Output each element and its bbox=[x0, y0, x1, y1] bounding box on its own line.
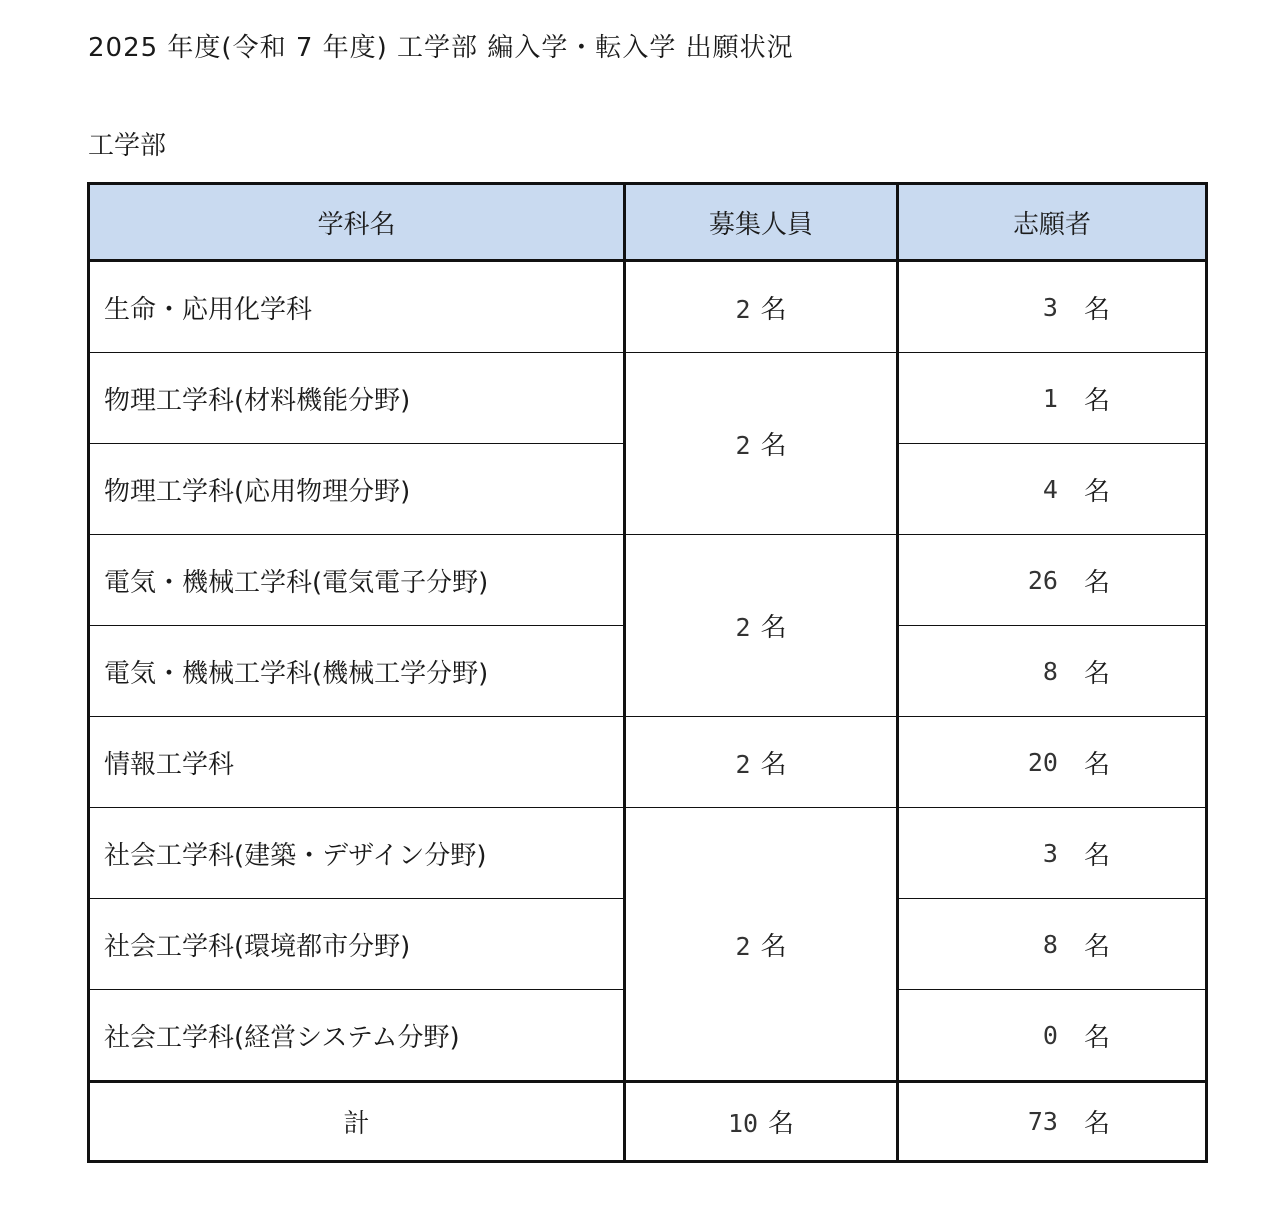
department-name: 社会工学科(環境都市分野) bbox=[89, 899, 625, 990]
applicants-unit: 名 bbox=[1083, 294, 1110, 325]
quota-unit: 名 bbox=[768, 1109, 795, 1139]
applicants-cell bbox=[898, 261, 1207, 353]
table-row bbox=[89, 353, 1207, 444]
applicants-value: 8 bbox=[1042, 656, 1058, 686]
quota-cell bbox=[625, 535, 898, 717]
applicants-cell bbox=[898, 626, 1207, 717]
applicants-value: 3 bbox=[1042, 292, 1058, 322]
table-row bbox=[89, 261, 1207, 353]
total-applicants-value: 73 bbox=[1027, 1107, 1058, 1136]
total-quota-value: 10 bbox=[727, 1109, 759, 1138]
page-title: 2025 年度(令和 7 年度) 工学部 編入学・転入学 出願状況 bbox=[88, 33, 794, 63]
table-row bbox=[89, 717, 1207, 808]
quota-value: 2 bbox=[735, 613, 751, 642]
applicants-cell bbox=[898, 535, 1207, 626]
department-name: 物理工学科(応用物理分野) bbox=[89, 444, 625, 535]
total-label: 計 bbox=[89, 1082, 625, 1162]
applicants-unit: 名 bbox=[1083, 931, 1110, 962]
header-quota: 募集人員 bbox=[625, 184, 898, 261]
applicants-cell bbox=[898, 717, 1207, 808]
applicants-value: 8 bbox=[1042, 929, 1058, 959]
quota-unit: 名 bbox=[760, 294, 787, 325]
department-name: 電気・機械工学科(電気電子分野) bbox=[89, 535, 625, 626]
applicants-value: 4 bbox=[1042, 474, 1058, 504]
applicants-unit: 名 bbox=[1083, 567, 1110, 598]
applicants-value: 26 bbox=[1027, 565, 1058, 595]
quota-unit: 名 bbox=[760, 431, 787, 461]
table-row bbox=[89, 535, 1207, 626]
applicants-unit: 名 bbox=[1083, 476, 1110, 507]
quota-value: 2 bbox=[735, 749, 751, 779]
department-name: 物理工学科(材料機能分野) bbox=[89, 353, 625, 444]
quota-cell bbox=[625, 353, 898, 535]
total-applicants-cell bbox=[898, 1082, 1207, 1162]
applicants-cell bbox=[898, 990, 1207, 1082]
department-name: 社会工学科(建築・デザイン分野) bbox=[89, 808, 625, 899]
application-status-table bbox=[87, 182, 1208, 1163]
applicants-unit: 名 bbox=[1083, 1109, 1110, 1139]
applicants-value: 3 bbox=[1042, 838, 1058, 868]
applicants-unit: 名 bbox=[1083, 1022, 1110, 1053]
applicants-value: 1 bbox=[1042, 383, 1058, 413]
applicants-value: 20 bbox=[1027, 747, 1058, 777]
quota-cell bbox=[625, 808, 898, 1082]
department-name: 情報工学科 bbox=[89, 717, 625, 808]
header-applicants: 志願者 bbox=[898, 184, 1207, 261]
quota-unit: 名 bbox=[760, 613, 787, 643]
department-name: 生命・応用化学科 bbox=[89, 261, 625, 353]
section-heading: 工学部 bbox=[88, 131, 167, 161]
applicants-cell bbox=[898, 808, 1207, 899]
header-department: 学科名 bbox=[89, 184, 625, 261]
quota-unit: 名 bbox=[760, 749, 787, 780]
quota-value: 2 bbox=[735, 431, 751, 460]
applicants-unit: 名 bbox=[1083, 749, 1110, 780]
applicants-unit: 名 bbox=[1083, 385, 1110, 416]
total-quota-cell bbox=[625, 1082, 898, 1162]
applicants-unit: 名 bbox=[1083, 658, 1110, 689]
applicants-cell bbox=[898, 353, 1207, 444]
department-name: 社会工学科(経営システム分野) bbox=[89, 990, 625, 1082]
department-name: 電気・機械工学科(機械工学分野) bbox=[89, 626, 625, 717]
applicants-cell bbox=[898, 444, 1207, 535]
quota-value: 2 bbox=[735, 931, 751, 961]
quota-cell bbox=[625, 717, 898, 808]
applicants-cell bbox=[898, 899, 1207, 990]
table-row bbox=[89, 808, 1207, 899]
quota-unit: 名 bbox=[760, 931, 787, 962]
total-row bbox=[89, 1082, 1207, 1162]
applicants-value: 0 bbox=[1042, 1020, 1058, 1050]
applicants-unit: 名 bbox=[1083, 840, 1110, 871]
quota-cell bbox=[625, 261, 898, 353]
table-header-row bbox=[89, 184, 1207, 261]
quota-value: 2 bbox=[735, 294, 751, 324]
